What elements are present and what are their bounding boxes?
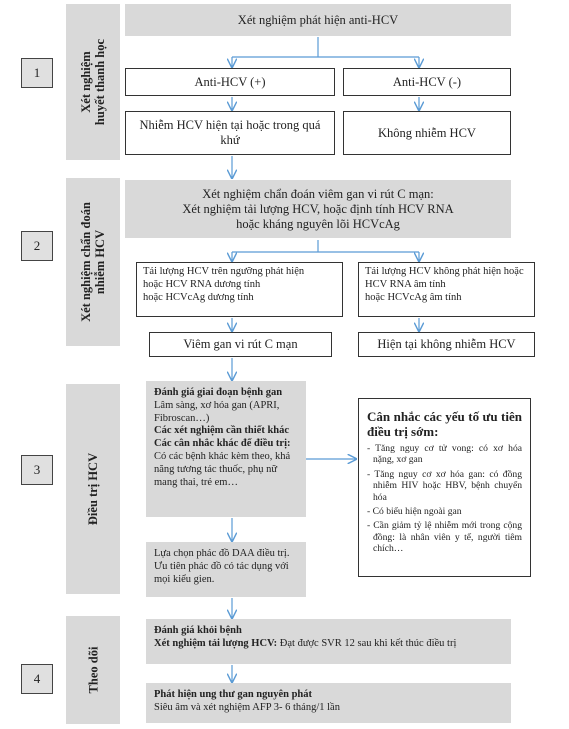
- currently-not-infected-box: [358, 332, 535, 357]
- viral-load-line: [154, 638, 503, 651]
- hcv-negative-line-2: HCV RNA âm tính: [365, 279, 446, 290]
- stage-1-label: Xét nghiệm huyết thanh học: [79, 38, 108, 126]
- stage-2-column: [66, 178, 120, 346]
- chronic-hepatitis-c-box: [149, 332, 332, 357]
- cure-assessment-box: [146, 619, 511, 664]
- priority-list: [367, 443, 522, 555]
- anti-hcv-positive-box: [125, 68, 335, 96]
- assessment-title: Đánh giá giai đoạn bệnh gan: [154, 387, 283, 398]
- no-infection-box: [343, 111, 511, 155]
- priority-item: - Tăng nguy cơ tử vong: có xơ hóa nặng, xơ gan: [367, 443, 522, 466]
- daa-regimen-box: [146, 542, 306, 597]
- hcv-positive-line-2: hoặc HCV RNA dương tính: [143, 279, 261, 290]
- anti-hcv-positive-text: Anti-HCV (+): [194, 74, 266, 89]
- stage-3-column: [66, 384, 120, 594]
- hcv-positive-line-1: Tải lượng HCV trên ngưỡng phát hiện: [143, 266, 305, 277]
- anti-hcv-test-text: Xét nghiệm phát hiện anti-HCV: [237, 12, 399, 27]
- hcv-positive-line-3: hoặc HCVcAg dương tính: [143, 292, 254, 303]
- anti-hcv-negative-box: [343, 68, 511, 96]
- stage-2-label: Xét nghiệm chẩn đoán nhiễm HCV: [79, 202, 107, 322]
- hcv-negative-line-3: hoặc HCVcAg âm tính: [365, 292, 462, 303]
- priority-item: - Cần giảm tỷ lệ nhiễm mới trong cộng đồng: là nhân viên y tế, người tiêm chích…: [367, 520, 522, 555]
- no-infection-text: Không nhiễm HCV: [378, 125, 476, 140]
- current-or-past-infection-box: [125, 111, 335, 155]
- stage-1-number: 1: [21, 58, 53, 88]
- chronic-hcv-test-line-1: Xét nghiệm chẩn đoán viêm gan vi rút C mạn:: [202, 186, 434, 201]
- chronic-hcv-test-line-3: hoặc kháng nguyên lõi HCVcAg: [236, 216, 400, 231]
- chronic-hcv-test-line-2: Xét nghiệm tải lượng HCV, hoặc định tính HCV RNA: [182, 201, 454, 216]
- liver-cancer-title: Phát hiện ung thư gan nguyên phát: [154, 689, 313, 700]
- daa-regimen-text: Lựa chọn phác đồ DAA điều trị. Ưu tiên phác đồ có tác dụng với mọi kiểu gien.: [154, 548, 290, 585]
- liver-cancer-text: Siêu âm và xét nghiệm AFP 3- 6 tháng/1 lần: [154, 701, 340, 713]
- assessment-text: Lâm sàng, xơ hóa gan (APRI, Fibroscan…): [154, 399, 280, 424]
- early-treatment-priority-box: [358, 398, 531, 577]
- stage-1-column: [66, 4, 120, 160]
- viral-load-title: Xét nghiệm tải lượng HCV:: [154, 637, 278, 649]
- stage-4-label: Theo dõi: [85, 646, 100, 694]
- chronic-hcv-test-box: [125, 180, 511, 238]
- viral-load-text: Đạt được SVR 12 sau khi kết thúc điều trị: [277, 637, 457, 649]
- priority-item: - Tăng nguy cơ xơ hóa gan: có đồng nhiễm HIV hoặc HBV, bệnh chuyển hóa: [367, 468, 522, 503]
- current-or-past-infection-text: Nhiễm HCV hiện tại hoặc trong quá khứ: [139, 118, 321, 147]
- liver-cancer-screening-box: [146, 683, 511, 723]
- disease-assessment-box: [146, 381, 306, 517]
- anti-hcv-test-box: [125, 4, 511, 36]
- priority-title: Cân nhắc các yếu tố ưu tiên điều trị sớm:: [367, 409, 522, 439]
- stage-4-number: 4: [21, 664, 53, 694]
- currently-not-infected-text: Hiện tại không nhiễm HCV: [377, 337, 516, 351]
- hcv-positive-result-box: [136, 262, 343, 317]
- other-considerations-title: Các cân nhắc khác để điều trị:: [154, 438, 291, 450]
- stage-4-column: [66, 616, 120, 724]
- stage-2-number: 2: [21, 231, 53, 261]
- cure-assessment-title: Đánh giá khỏi bệnh: [154, 625, 242, 636]
- hcv-negative-line-1: Tải lượng HCV không phát hiện hoặc: [365, 266, 524, 277]
- anti-hcv-negative-text: Anti-HCV (-): [392, 74, 462, 89]
- stage-3-label: Điều trị HCV: [86, 452, 100, 526]
- other-tests-title: Các xét nghiệm cần thiết khác: [154, 425, 290, 437]
- other-considerations-text: Có các bệnh khác kèm theo, khả năng tương tác thuốc, phụ nữ mang thai, trẻ em…: [154, 450, 291, 488]
- stage-3-number: 3: [21, 455, 53, 485]
- chronic-hepatitis-c-text: Viêm gan vi rút C mạn: [183, 337, 298, 351]
- hcv-negative-result-box: [358, 262, 535, 317]
- priority-item: - Có biểu hiện ngoài gan: [367, 506, 462, 518]
